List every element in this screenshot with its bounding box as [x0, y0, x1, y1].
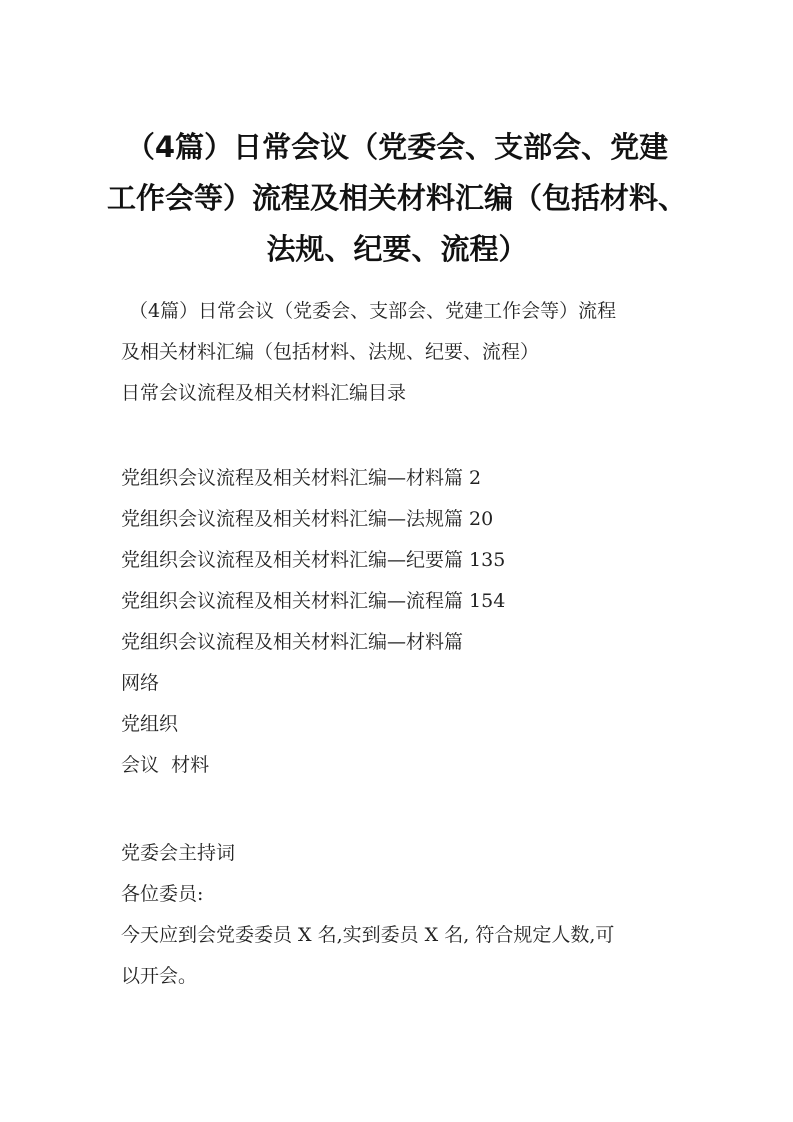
keyword-network: 网络: [121, 672, 160, 694]
host-speech-section: [121, 833, 681, 997]
toc-heading: 日常会议流程及相关材料汇编目录: [121, 382, 407, 404]
document-title: [100, 122, 694, 275]
title-line-3: 法规、纪要、流程）: [266, 232, 528, 266]
section-heading-materials: 党组织会议流程及相关材料汇编—材料篇: [121, 631, 464, 653]
intro-paragraph: [121, 291, 681, 414]
table-of-contents: [121, 458, 681, 786]
greeting-line: 各位委员:: [121, 883, 204, 905]
toc-item-materials: 党组织会议流程及相关材料汇编—材料篇 2: [121, 467, 482, 489]
toc-item-procedures: 党组织会议流程及相关材料汇编—流程篇 154: [121, 590, 506, 612]
intro-line-2: 及相关材料汇编（包括材料、法规、纪要、流程）: [121, 341, 540, 363]
title-line-2: 工作会等）流程及相关材料汇编（包括材料、: [106, 181, 687, 215]
attendance-line-1: 今天应到会党委委员 X 名,实到委员 X 名, 符合规定人数,可: [121, 924, 615, 946]
title-line-1: （4篇）日常会议（党委会、支部会、党建: [125, 130, 669, 164]
intro-line-1: （4篇）日常会议（党委会、支部会、党建工作会等）流程: [129, 300, 617, 322]
attendance-line-2: 以开会。: [121, 965, 198, 987]
host-speech-title: 党委会主持词: [121, 842, 236, 864]
keyword-meeting-materials: 会议 材料: [121, 754, 210, 776]
keyword-party-organization: 党组织: [121, 713, 179, 735]
toc-item-minutes: 党组织会议流程及相关材料汇编—纪要篇 135: [121, 549, 506, 571]
toc-item-regulations: 党组织会议流程及相关材料汇编—法规篇 20: [121, 508, 494, 530]
